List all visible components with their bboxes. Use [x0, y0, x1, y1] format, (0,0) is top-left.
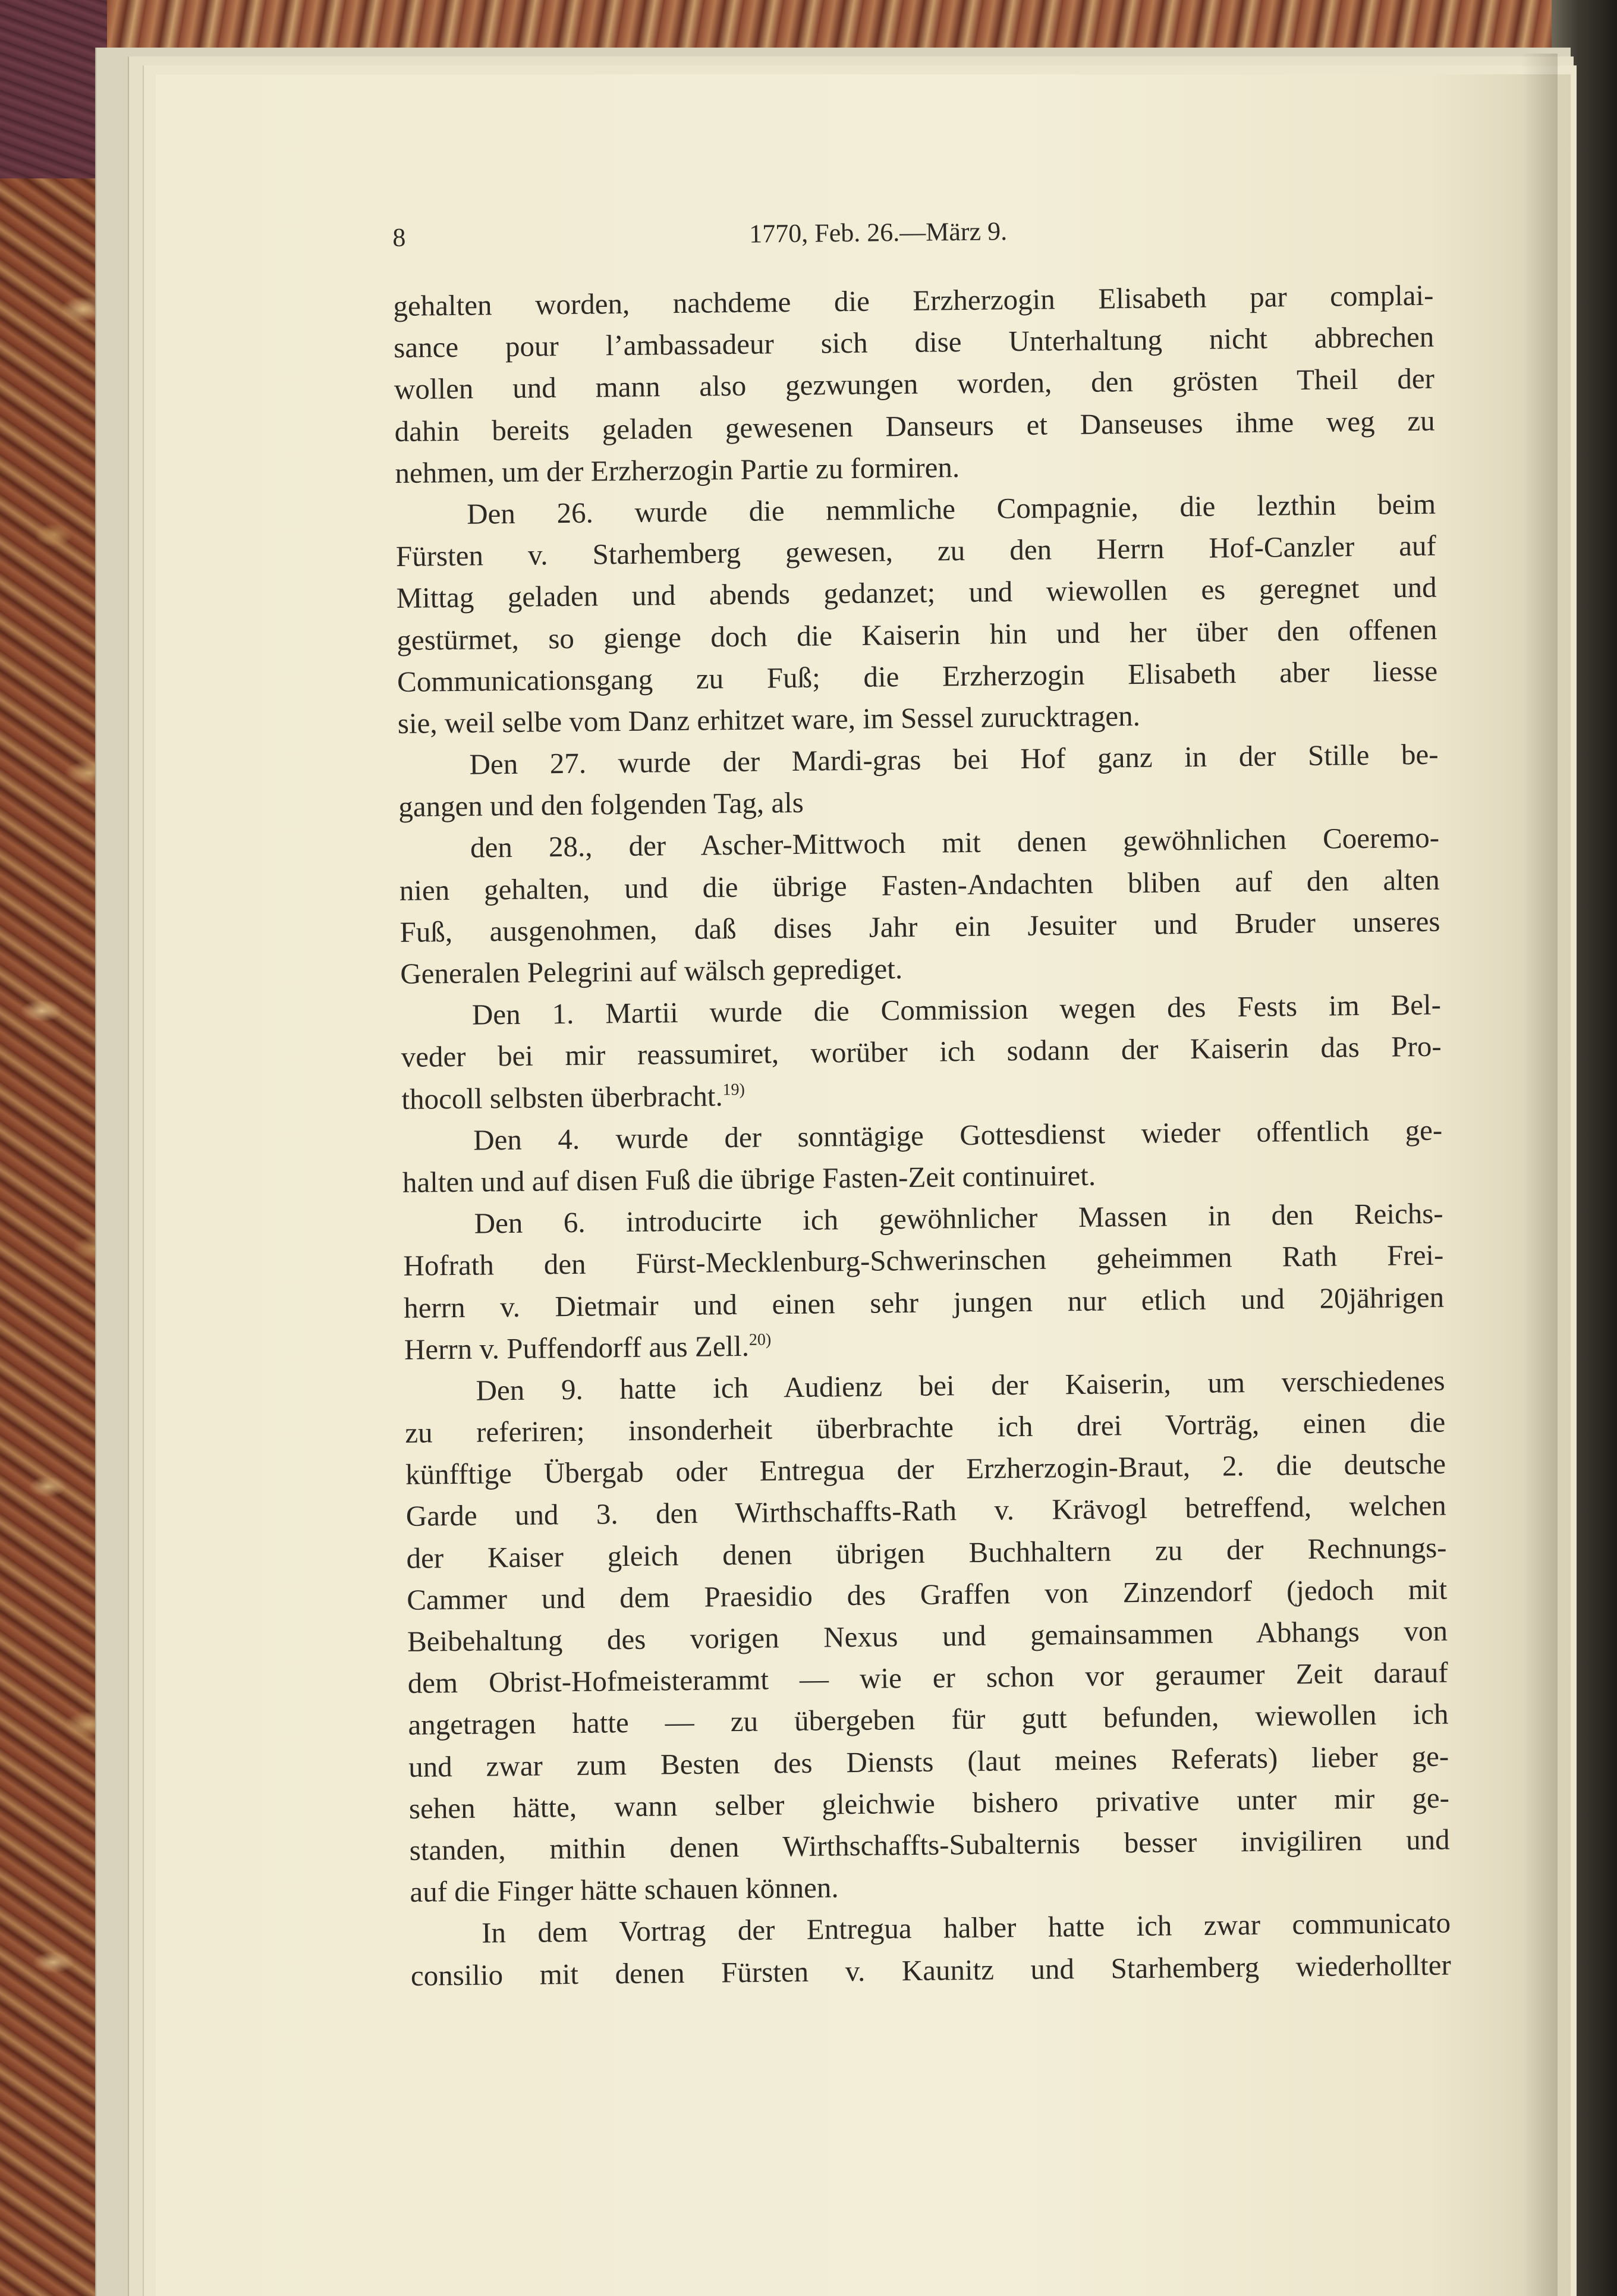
text-block [392, 209, 1451, 2004]
body-text [393, 275, 1451, 1997]
text-line: nien gehalten, und die übrige Fasten-Andachten bliben auf den alten [399, 863, 1440, 907]
text-line: herrn v. Dietmair und einen sehr jungen nur etlich und 20jährigen [403, 1280, 1445, 1324]
footnote-mark-19: 19) [722, 1080, 745, 1099]
text-line: nehmen, um der Erzherzogin Partie zu formiren. [395, 450, 960, 489]
text-line: Den 4. wurde der sonntägige Gottesdienst wieder offentlich ge- [473, 1113, 1443, 1157]
text-line: zu referiren; insonderheit überbrachte ich drei Vorträg, einen die [405, 1405, 1446, 1449]
text-line: standen, mithin denen Wirthschaffts-Subalternis besser invigiliren und [409, 1823, 1450, 1867]
text-line: den 28., der Ascher-Mittwoch mit denen gewöhnlichen Coeremo- [470, 821, 1440, 865]
text-line: halten und auf disen Fuß die übrige Fasten-Zeit continuiret. [402, 1158, 1096, 1199]
text-line: dem Obrist-Hofmeisterammt — wie er schon vor geraumer Zeit darauf [407, 1656, 1448, 1700]
text-line: Beibehaltung des vorigen Nexus und gemainsammen Abhangs von [407, 1614, 1448, 1658]
text-line: sie, weil selbe vom Danz erhitzet ware, im Sessel zurucktragen. [397, 699, 1141, 740]
text-line: gestürmet, so gienge doch die Kaiserin hin und her über den offenen [397, 613, 1437, 657]
text-line: Cammer und dem Praesidio des Graffen von Zinzendorf (jedoch mit [407, 1572, 1448, 1616]
text-line: Generalen Pelegrini auf wälsch geprediget. [399, 952, 903, 990]
text-line: Mittag geladen und abends gedanzet; und wiewollen es geregnet und [396, 570, 1437, 615]
text-line: sehen hätte, wann selber gleichwie bishero privative unter mir ge- [408, 1781, 1450, 1825]
text-line: consilio mit denen Fürsten v. Kaunitz und Starhemberg wiederhollter [410, 1948, 1452, 1992]
text-line: veder bei mir reassumiret, worüber ich sodann der Kaiserin das Pro- [401, 1029, 1442, 1074]
text-line: auf die Finger hätte schauen können. [410, 1871, 839, 1908]
text-line: Garde und 3. den Wirthschaffts-Rath v. Krävogl betreffend, welchen [405, 1488, 1447, 1533]
text-line: Den 26. wurde die nemmliche Compagnie, die lezthin beim [466, 487, 1436, 530]
page-gutter-shadow [1522, 54, 1558, 2296]
text-line: Den 1. Martii wurde die Commission wegen des Fests im Bel- [471, 988, 1442, 1031]
text-line: sance pour l’ambassadeur sich dise Unterhaltung nicht abbrechen [393, 320, 1434, 365]
text-line: gehalten worden, nachdeme die Erzherzogin Elisabeth par complai- [393, 278, 1434, 322]
text-line: der Kaiser gleich denen übrigen Buchhaltern zu der Rechnungs- [406, 1531, 1447, 1575]
text-line: Communicationsgang zu Fuß; die Erzherzogin Elisabeth aber liesse [397, 654, 1438, 698]
footnote-mark-20: 20) [748, 1330, 772, 1349]
text-line: Den 27. wurde der Mardi-gras bei Hof ganz in der Stille be- [469, 737, 1439, 781]
text-line: gangen und den folgenden Tag, als [398, 786, 804, 824]
running-title: 1770, Feb. 26.—März 9. [749, 216, 1008, 249]
text-line: Den 9. hatte ich Audienz bei der Kaiserin, um verschiedenes [476, 1364, 1445, 1407]
text-line-content: Herrn v. Puffendorff aus Zell. [404, 1329, 750, 1366]
text-line: Den 6. introducirte ich gewöhnlicher Massen in den Reichs- [474, 1196, 1443, 1240]
text-line: Fürsten v. Starhemberg gewesen, zu den Herrn Hof-Canzler auf [395, 529, 1437, 573]
text-line: dahin bereits geladen gewesenen Danseurs et Danseuses ihme weg zu [394, 404, 1435, 448]
text-line: wollen und mann also gezwungen worden, den grösten Theil der [394, 362, 1435, 406]
text-line: In dem Vortrag der Entregua halber hatte ich zwar communicato [481, 1906, 1451, 1949]
text-line: Hofrath den Fürst-Mecklenburg-Schwerinschen geheimmen Rath Frei- [403, 1238, 1444, 1283]
page-number: 8 [392, 222, 406, 252]
text-line: angetragen hatte — zu übergeben für gutt befunden, wiewollen ich [408, 1697, 1449, 1742]
text-line: Fuß, ausgenohmen, daß dises Jahr ein Jesuiter und Bruder unseres [399, 904, 1440, 948]
text-line: künfftige Übergab oder Entregua der Erzherzogin-Braut, 2. die deutsche [405, 1447, 1446, 1491]
text-line: und zwar zum Besten des Diensts (laut meines Referats) lieber ge- [408, 1739, 1449, 1783]
text-line-content: thocoll selbsten überbracht. [401, 1079, 723, 1116]
marbled-cover-top [107, 0, 1617, 54]
